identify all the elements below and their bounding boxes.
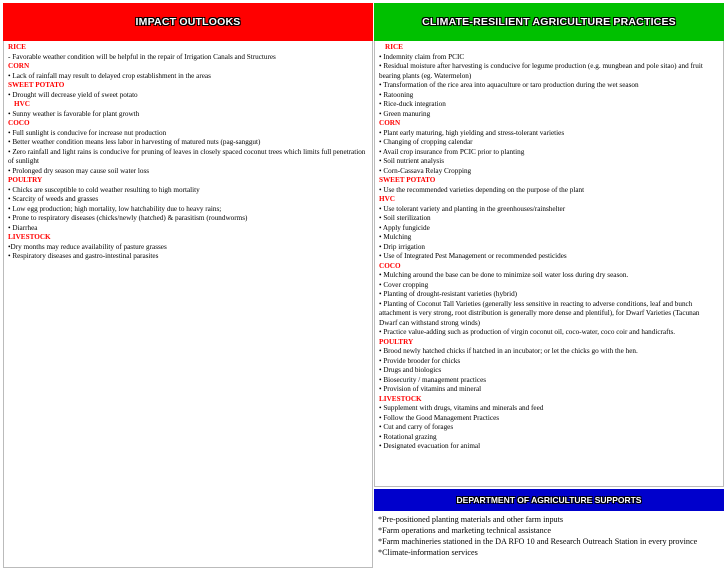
- list-item: • Transformation of the rice area into aquaculture or taro production during the wet season: [379, 81, 639, 89]
- list-item: • Apply fungicide: [379, 223, 430, 232]
- list-item: - Favorable weather condition will be helpful in the repair of Irrigation Canals and Structures: [8, 52, 276, 61]
- list-item: • Chicks are susceptible to cold weather resulting to high mortality: [8, 185, 200, 194]
- list-item: • Mulching around the base can be done to minimize soil water loss during dry season.: [379, 271, 629, 279]
- list-item: • Provide brooder for chicks: [379, 356, 461, 365]
- category-heading: CORN: [379, 119, 401, 127]
- category-heading: COCO: [8, 119, 30, 127]
- impact-outlooks-panel: [3, 3, 373, 568]
- category-heading: LIVESTOCK: [379, 394, 422, 403]
- list-item: • Indemnity claim from PCIC: [379, 52, 465, 61]
- category-heading: RICE: [385, 43, 403, 51]
- list-item: • Cover cropping: [379, 280, 429, 289]
- impact-outlooks-body: [3, 41, 373, 568]
- da-supports-panel: [374, 489, 724, 561]
- list-item: • Residual moisture after harvesting is conducive for legume production (e.g. mungbean and pole sitao) and fruit bearing plants (eg. Watermelon): [379, 62, 703, 80]
- list-item: • Drugs and biologics: [379, 366, 442, 374]
- category-heading: POULTRY: [379, 337, 414, 346]
- list-item: • Corn-Cassava Relay Cropping: [379, 166, 472, 175]
- support-item: *Climate-information services: [378, 548, 478, 557]
- support-item: *Farm machineries stationed in the DA RFO 10 and Research Outreach Station in every province: [378, 537, 698, 546]
- list-item: • Drought will decrease yield of sweet potato: [8, 90, 138, 99]
- list-item: • Respiratory diseases and gastro-intestinal parasites: [8, 252, 159, 260]
- category-heading: HVC: [14, 100, 30, 108]
- list-item: • Low egg production; high mortality, low hatchability due to heavy rains;: [8, 204, 222, 213]
- list-item: • Rotational grazing: [379, 432, 437, 441]
- list-item: • Green manuring: [379, 109, 431, 118]
- list-item: • Better weather condition means less labor in harvesting of matured nuts (pag-sanggut): [8, 138, 261, 146]
- list-item: • Diarrhea: [8, 223, 38, 232]
- list-item: • Drip irrigation: [379, 242, 426, 251]
- support-item: *Pre-positioned planting materials and other farm inputs: [378, 515, 564, 524]
- list-item: • Practice value-adding such as production of virgin coconut oil, coco-water, coco coir and handicrafts.: [379, 328, 676, 336]
- category-heading: SWEET POTATO: [379, 176, 436, 184]
- category-heading: POULTRY: [8, 176, 43, 184]
- list-item: • Plant early maturing, high yielding and stress-tolerant varieties: [379, 128, 565, 137]
- list-item: • Mulching: [379, 233, 412, 241]
- list-item: • Sunny weather is favorable for plant growth: [8, 109, 140, 118]
- practices-panel: [374, 3, 724, 487]
- list-item: • Use of Integrated Pest Management or recommended pesticides: [379, 252, 567, 260]
- list-item: • Soil nutrient analysis: [379, 157, 445, 165]
- list-item: • Supplement with drugs, vitamins and minerals and feed: [379, 404, 544, 412]
- list-item: • Designated evacuation for animal: [379, 442, 481, 450]
- da-supports-header: DEPARTMENT OF AGRICULTURE SUPPORTS: [374, 489, 724, 511]
- list-item: • Lack of rainfall may result to delayed crop establishment in the areas: [8, 71, 211, 80]
- da-supports-body: [374, 511, 724, 561]
- list-item: • Biosecurity / management practices: [379, 375, 487, 384]
- category-heading: SWEET POTATO: [8, 81, 65, 89]
- list-item: • Soil sterilization: [379, 214, 431, 222]
- support-item: *Farm operations and marketing technical assistance: [378, 526, 552, 535]
- category-heading: HVC: [379, 195, 395, 203]
- list-item: • Changing of cropping calendar: [379, 138, 473, 146]
- list-item: • Rice-duck integration: [379, 100, 446, 108]
- category-heading: CORN: [8, 62, 30, 70]
- list-item: • Cut and carry of forages: [379, 423, 454, 431]
- category-heading: COCO: [379, 261, 401, 270]
- list-item: • Planting of drought-resistant varieties (hybrid): [379, 290, 518, 298]
- list-item: • Full sunlight is conducive for increase nut production: [8, 128, 167, 137]
- category-heading: LIVESTOCK: [8, 233, 51, 241]
- list-item: • Ratooning: [379, 90, 414, 99]
- list-item: • Prolonged dry season may cause soil water loss: [8, 166, 150, 175]
- list-item: • Prone to respiratory diseases (chicks/newly (hatched) & parasitism (roundworms): [8, 214, 248, 222]
- category-heading: RICE: [8, 43, 26, 51]
- list-item: • Use tolerant variety and planting in the greenhouses/rainshelter: [379, 204, 566, 213]
- list-item: • Scarcity of weeds and grasses: [8, 195, 99, 203]
- list-item: • Brood newly hatched chicks if hatched in an incubator; or let the chicks go with the hen.: [379, 347, 638, 355]
- practices-body: [374, 41, 724, 487]
- impact-outlooks-header: IMPACT OUTLOOKS: [3, 3, 373, 41]
- list-item: • Follow the Good Management Practices: [379, 413, 500, 422]
- list-item: • Provision of vitamins and mineral: [379, 385, 482, 393]
- list-item: • Avail crop insurance from PCIC prior to planting: [379, 147, 525, 156]
- list-item: • Zero rainfall and light rains is conducive for pruning of leaves in closely spaced coconut trees which limits full penetration of sunlight: [8, 147, 366, 165]
- list-item: •Dry months may reduce availability of pasture grasses: [8, 242, 167, 251]
- practices-header: CLIMATE-RESILIENT AGRICULTURE PRACTICES: [374, 3, 724, 41]
- list-item: • Use the recommended varieties depending on the purpose of the plant: [379, 185, 585, 194]
- list-item: • Planting of Coconut Tall Varieties (generally less sensitive in reacting to adverse conditions, leaf and bunch attachment is very strong, root distribution is generally more dense and plentiful), for Dwarf Varieties (Tacunan Dwarf can withstand strong winds): [379, 299, 700, 327]
